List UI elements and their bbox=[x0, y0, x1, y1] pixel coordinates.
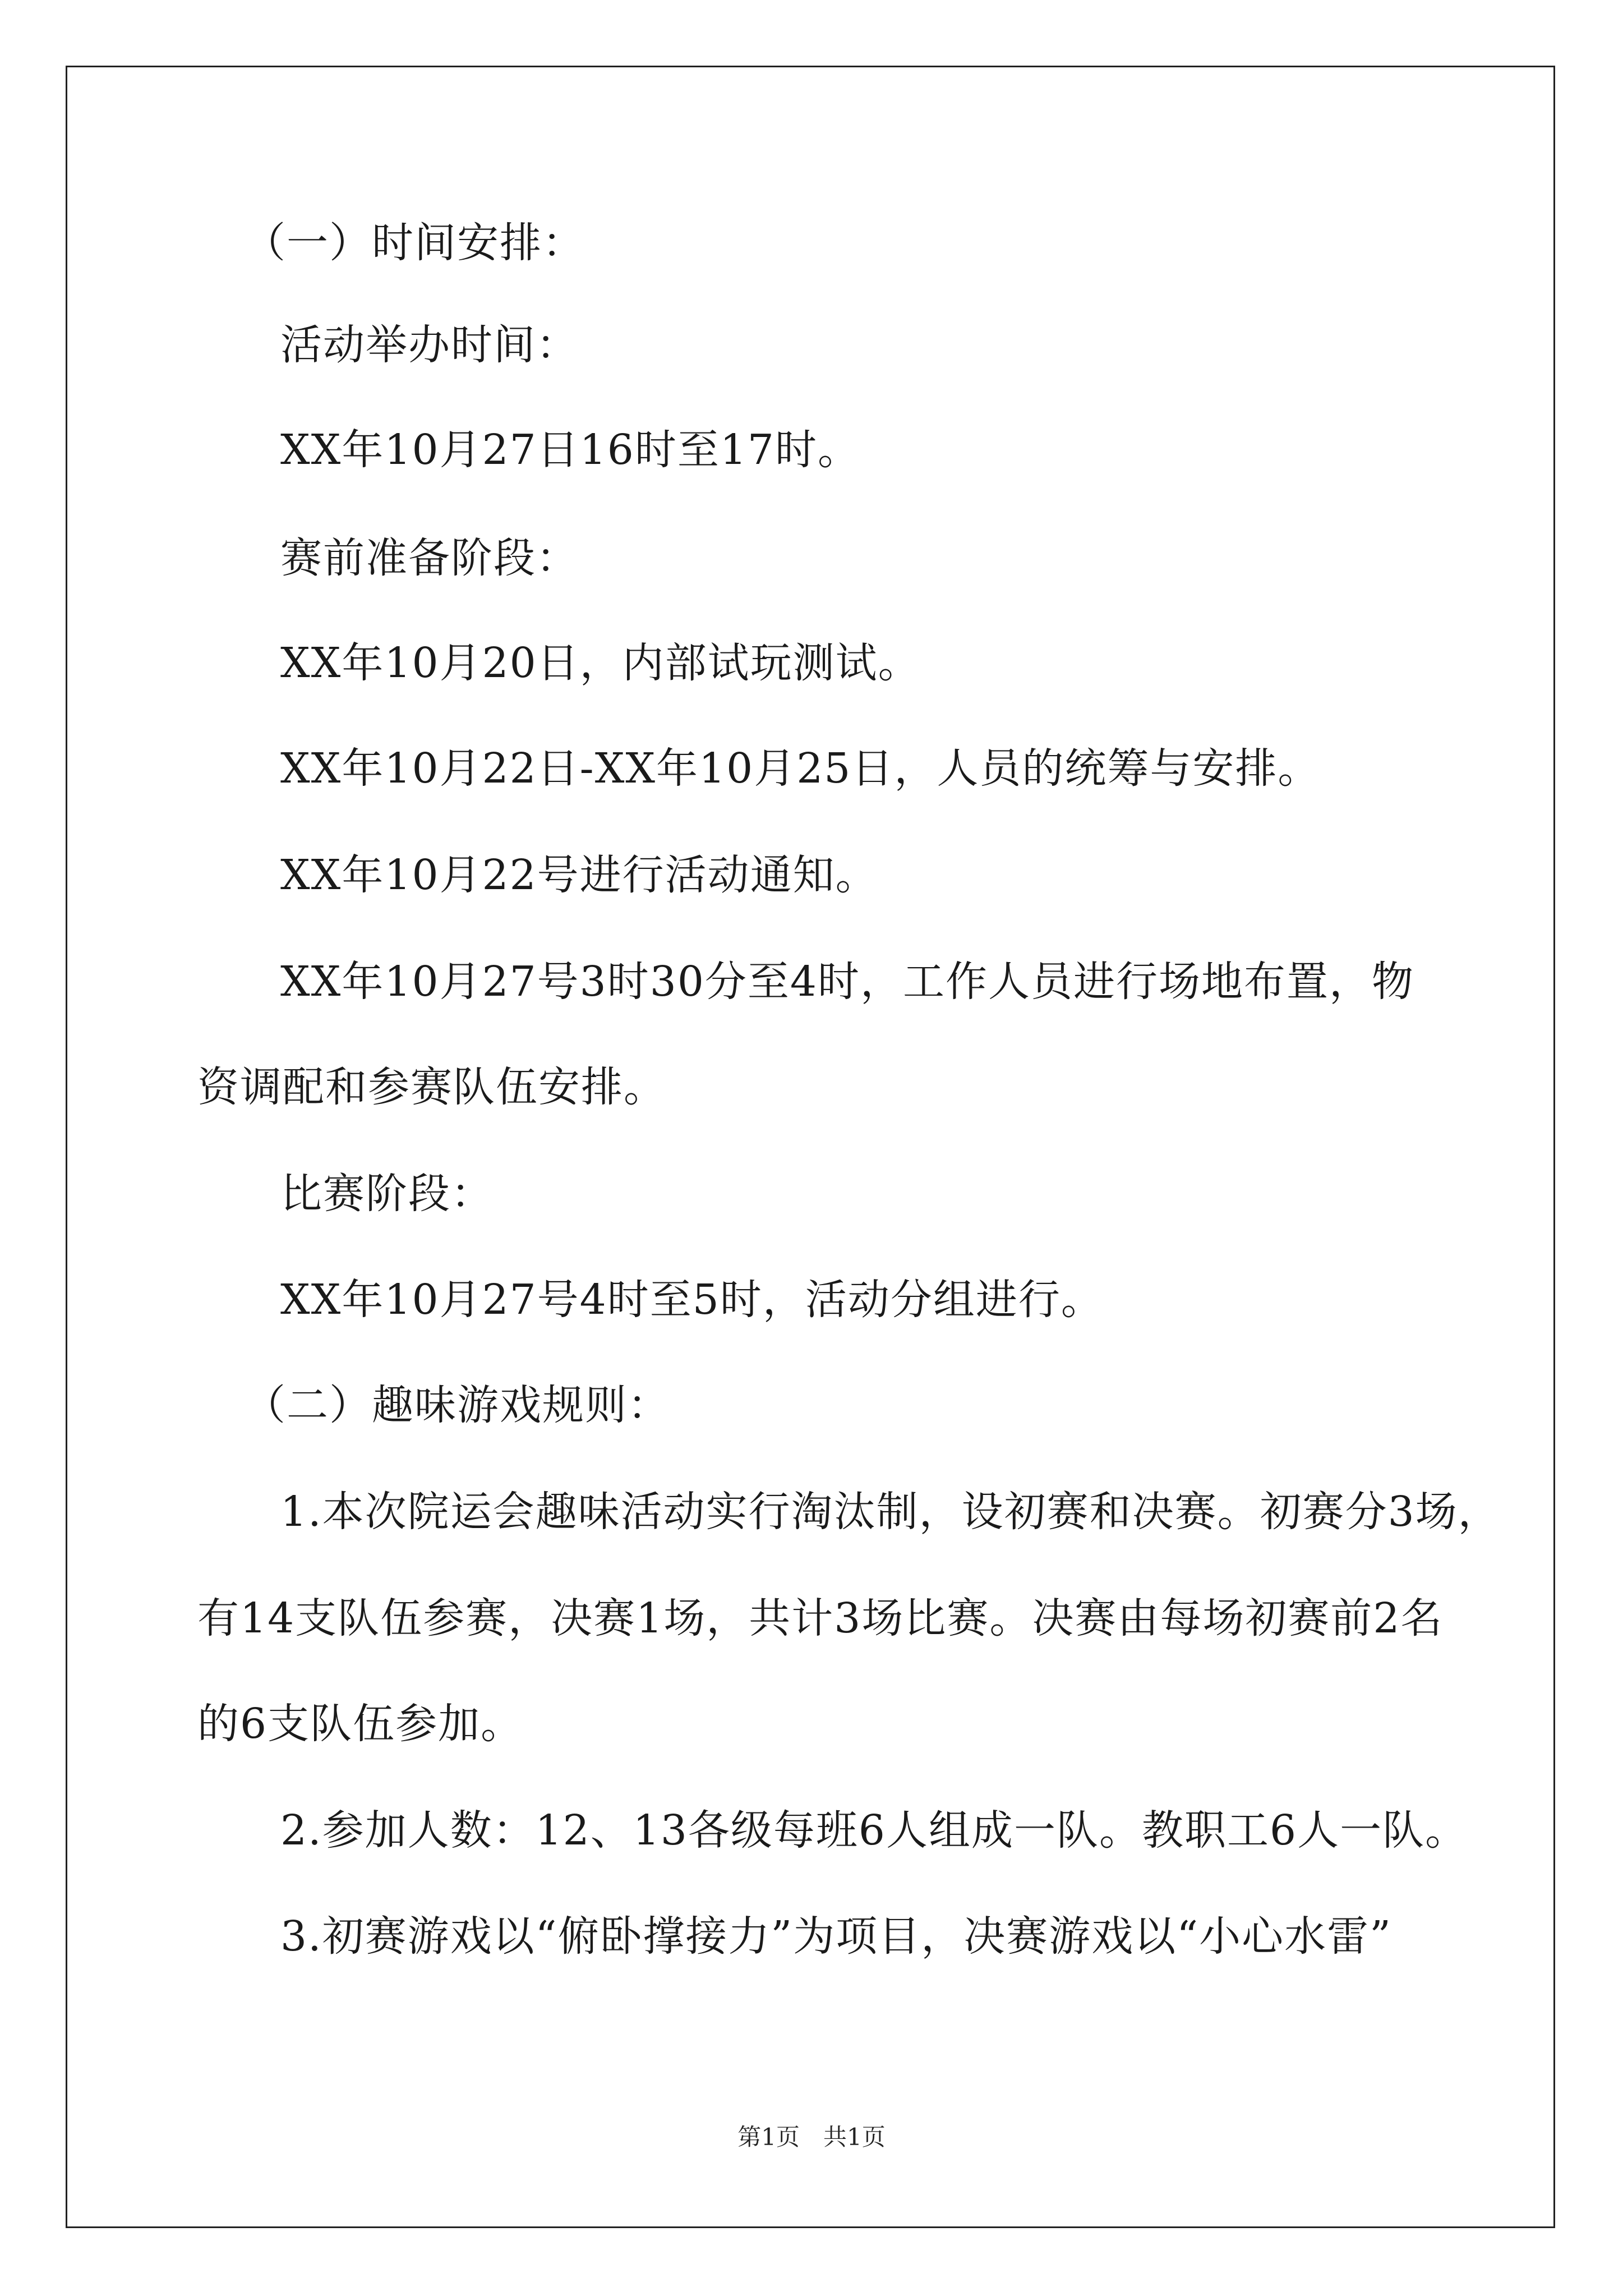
text-line: 的6支队伍参加。 bbox=[197, 1700, 524, 1748]
text-line: 资调配和参赛队伍安排。 bbox=[197, 1063, 666, 1111]
heading-game-rules: （二）趣味游戏规则： bbox=[244, 1381, 670, 1429]
text-line: 3.初赛游戏以“俯卧撑接力”为项目，决赛游戏以“小心水雷” bbox=[280, 1912, 1392, 1961]
text-line: 活动举办时间： bbox=[280, 321, 579, 369]
text-line: XX年10月27日16时至17时。 bbox=[280, 426, 861, 474]
text-line: 1.本次院运会趣味活动实行淘汰制，设初赛和决赛。初赛分3场， bbox=[280, 1488, 1501, 1536]
text-line: XX年10月20日，内部试玩测试。 bbox=[280, 639, 921, 687]
text-line: 比赛阶段： bbox=[280, 1170, 494, 1218]
page-number-footer: 第1页 共1页 bbox=[737, 2123, 886, 2151]
text-line: XX年10月27号3时30分至4时，工作人员进行场地布置，物 bbox=[280, 958, 1415, 1006]
heading-time-schedule: （一）时间安排： bbox=[244, 219, 585, 267]
text-line: XX年10月22日-XX年10月25日，人员的统筹与安排。 bbox=[280, 744, 1321, 793]
text-line: 2.参加人数：12、13各级每班6人组成一队。教职工6人一队。 bbox=[280, 1806, 1468, 1855]
text-line: 有14支队伍参赛，决赛1场，共计3场比赛。决赛由每场初赛前2名 bbox=[197, 1594, 1444, 1642]
text-line: 赛前准备阶段： bbox=[280, 534, 579, 582]
text-line: XX年10月22号进行活动通知。 bbox=[280, 851, 878, 899]
page-border bbox=[66, 66, 1555, 2228]
text-line: XX年10月27号4时至5时，活动分组进行。 bbox=[280, 1276, 1104, 1324]
